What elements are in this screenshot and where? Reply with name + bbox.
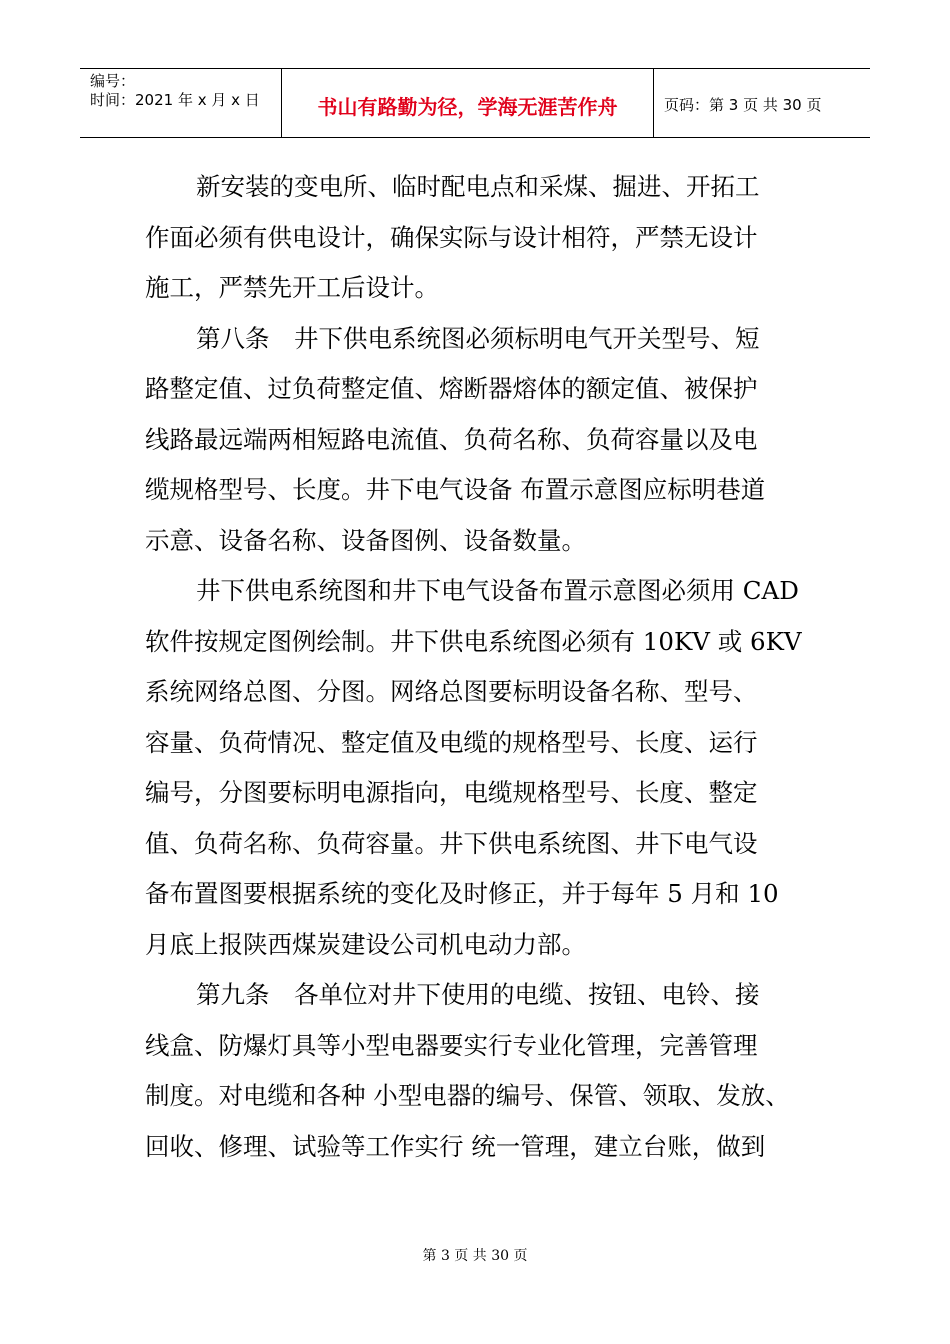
body-line: 编号，分图要标明电源指向，电缆规格型号、长度、整定 [145,778,758,807]
body-line: 缆规格型号、长度。井下电气设备 布置示意图应标明巷道 [145,475,766,504]
body-line: 备布置图要根据系统的变化及时修正，并于每年 5 月和 10 [145,879,779,908]
body-line: 井下供电系统图和井下电气设备布置示意图必须用 CAD [196,576,799,605]
body-line: 示意、设备名称、设备图例、设备数量。 [145,525,586,555]
header-motto: 书山有路勤为径，学海无涯苦作舟 [282,69,654,137]
body-line: 系统网络总图、分图。网络总图要标明设备名称、型号、 [145,677,758,706]
header-page-info: 页码：第 3 页 共 30 页 [664,95,822,114]
body-line: 制度。对电缆和各种 小型电器的编号、保管、领取、发放、 [145,1081,790,1110]
number-label: 编号： [90,72,136,90]
body-line: 作面必须有供电设计，确保实际与设计相符，严禁无设计 [145,222,758,252]
body-line: 第八条 井下供电系统图必须标明电气开关型号、短 [196,323,760,353]
page-header [80,68,870,138]
body-line: 线盒、防爆灯具等小型电器要实行专业化管理，完善管理 [145,1030,758,1060]
time-label: 时间：2021 年 x 月 x 日 [90,91,260,109]
body-line: 软件按规定图例绘制。井下供电系统图必须有 10KV 或 6KV [145,626,802,656]
body-line: 施工，严禁先开工后设计。 [145,273,439,302]
header-meta [80,69,282,137]
body-line: 线路最远端两相短路电流值、负荷名称、负荷容量以及电 [145,424,758,454]
body-line: 第九条 各单位对井下使用的电缆、按钮、电铃、接 [196,980,760,1009]
body-line: 新安装的变电所、临时配电点和采煤、掘进、开拓工 [196,172,760,201]
body-line: 值、负荷名称、负荷容量。井下供电系统图、井下电气设 [145,828,758,858]
body-line: 月底上报陕西煤炭建设公司机电动力部。 [145,929,586,959]
body-line: 路整定值、过负荷整定值、熔断器熔体的额定值、被保护 [145,374,758,403]
body-line: 回收、修理、试验等工作实行 统一管理，建立台账，做到 [145,1131,766,1161]
document-body [145,162,825,1172]
body-line: 容量、负荷情况、整定值及电缆的规格型号、长度、运行 [145,727,758,757]
page-footer: 第 3 页 共 30 页 [422,1248,528,1264]
